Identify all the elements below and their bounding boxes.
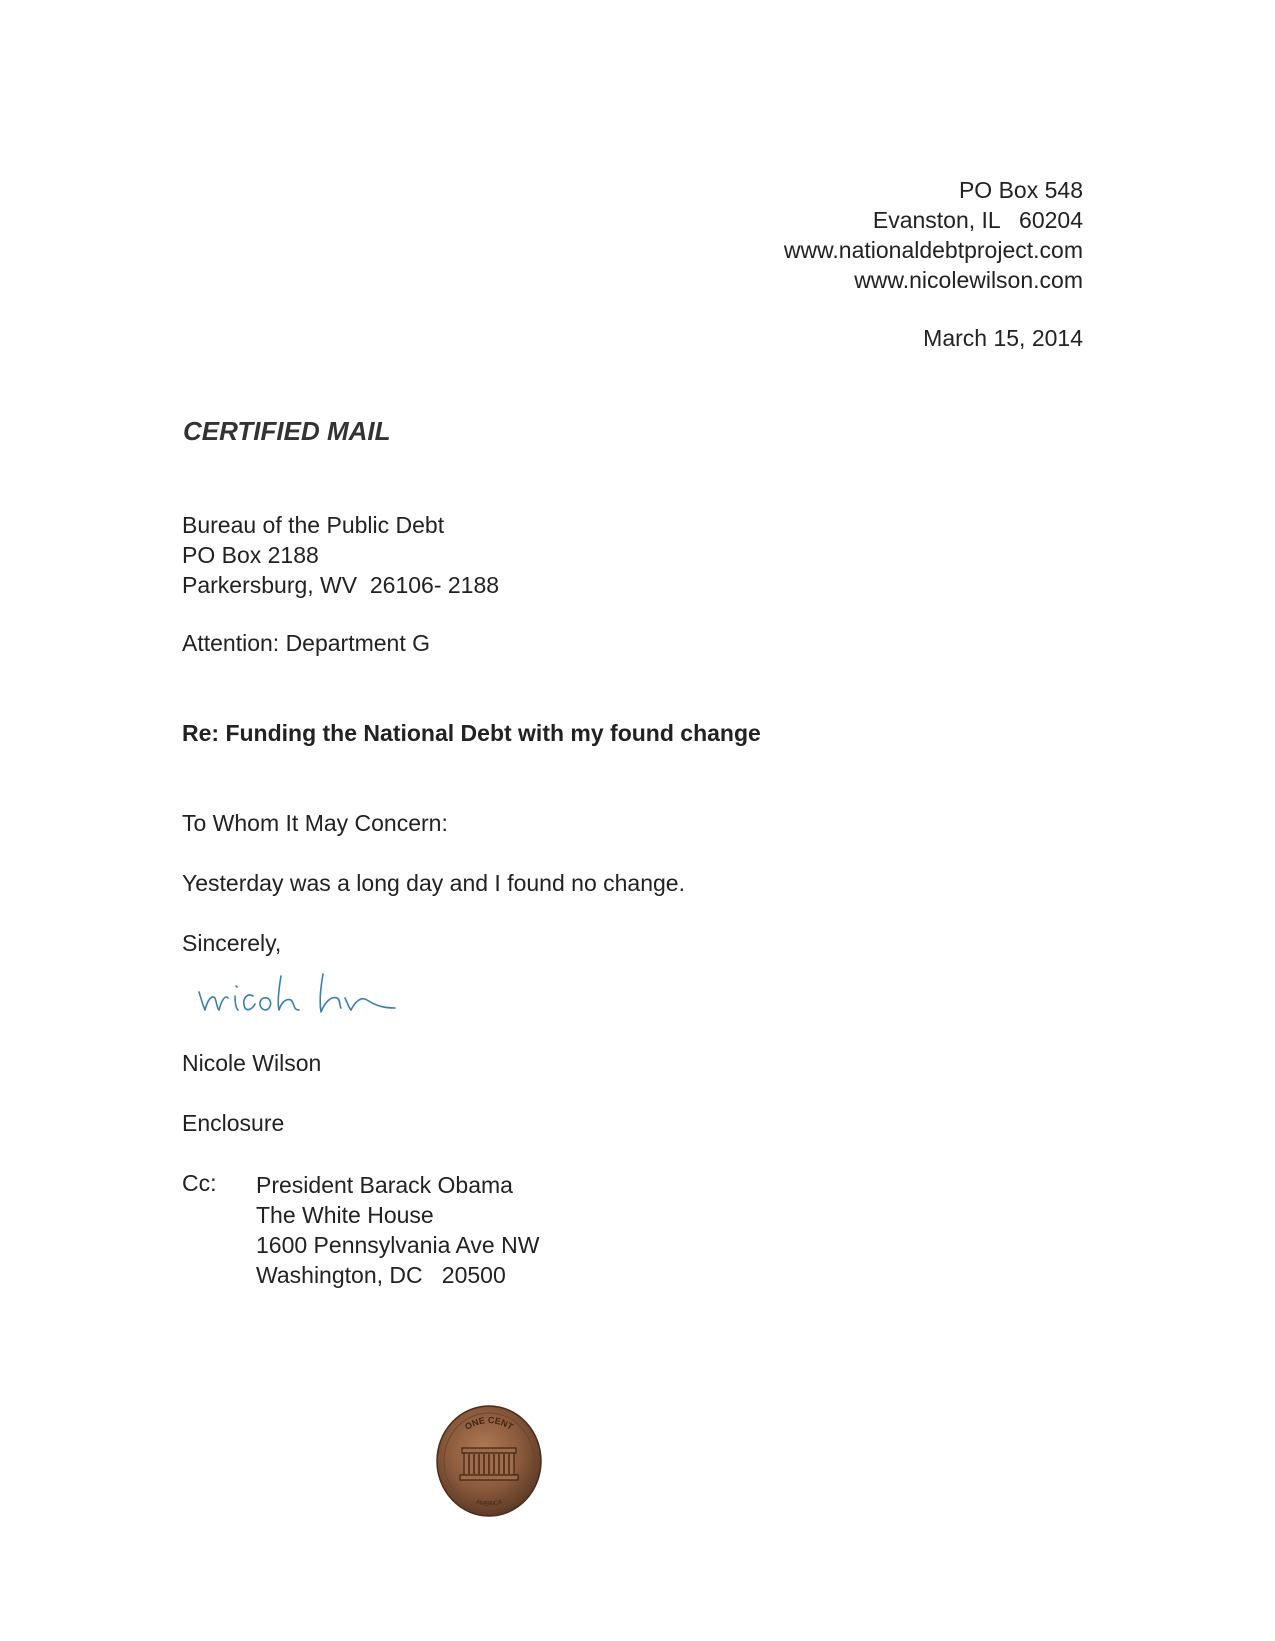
cc-address-block [256,1170,539,1290]
recipient-city-state-zip: Parkersburg, WV 26106- 2188 [182,572,500,598]
sender-city-state-zip: Evanston, IL 60204 [872,207,1083,233]
enclosure-note: Enclosure [182,1110,285,1136]
cc-street: 1600 Pennsylvania Ave NW [256,1232,540,1258]
handwritten-signature [195,968,415,1028]
recipient-address-block [182,510,499,600]
sender-address-block [784,175,1083,295]
cc-label: Cc: [182,1170,217,1196]
attention-line: Attention: Department G [182,630,431,656]
certified-mail-heading: CERTIFIED MAIL [183,416,391,446]
coin-inscription-top: ONE CENT [463,1415,516,1432]
letter-body: Yesterday was a long day and I found no change. [182,870,685,896]
cc-name: President Barack Obama [256,1172,513,1198]
penny-coin-image [434,1404,544,1519]
cc-city-state-zip: Washington, DC 20500 [256,1262,506,1288]
letter-date: March 15, 2014 [923,325,1083,351]
sender-website-2: www.nicolewilson.com [854,267,1083,293]
cc-organization: The White House [256,1202,434,1228]
recipient-name: Bureau of the Public Debt [182,512,445,538]
coin-inscription-bottom: AMERICA [474,1499,504,1508]
sender-website-1: www.nationaldebtproject.com [783,237,1083,263]
salutation: To Whom It May Concern: [182,810,448,836]
recipient-po-box: PO Box 2188 [182,542,319,568]
signer-name: Nicole Wilson [182,1050,322,1076]
subject-line: Re: Funding the National Debt with my found change [182,720,761,746]
sender-po-box: PO Box 548 [958,177,1083,203]
closing: Sincerely, [182,930,282,956]
